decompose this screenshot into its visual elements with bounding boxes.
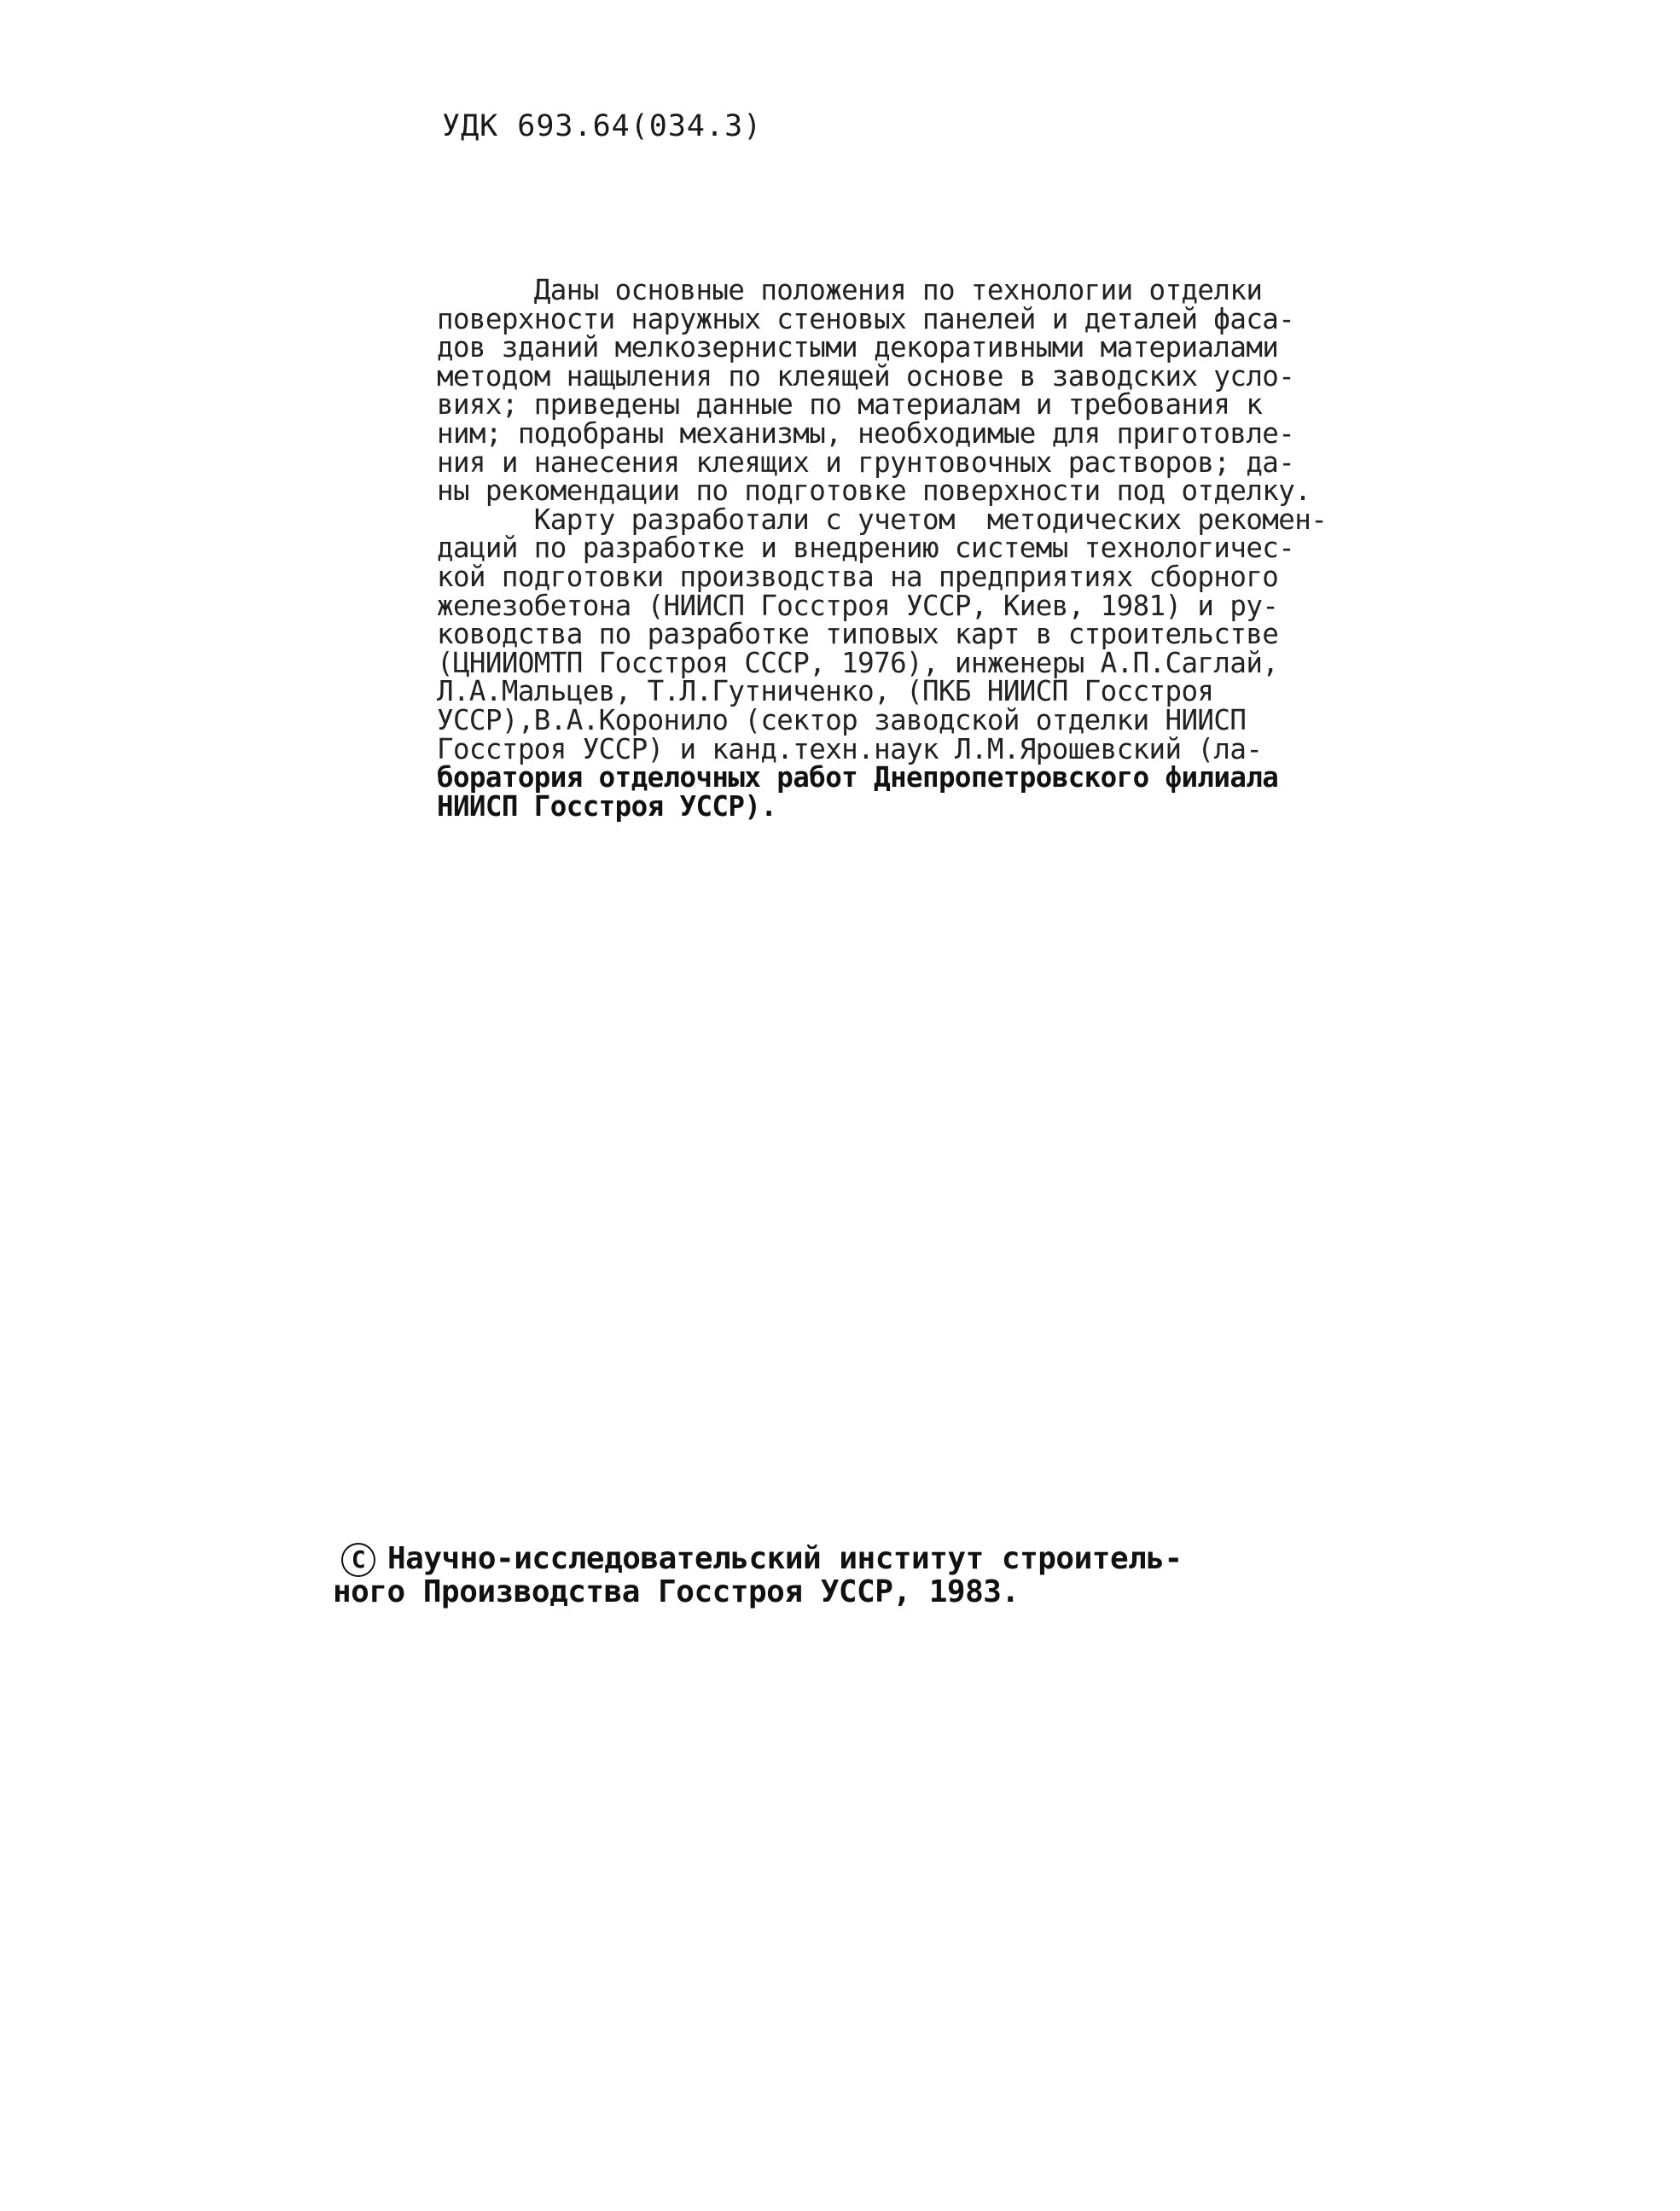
abstract-line: дов зданий мелкозернистыми декоративными материалами xyxy=(437,331,1279,364)
abstract-line: Даны основные положения по технологии отделки xyxy=(437,274,1263,306)
abstract-line: поверхности наружных стеновых панелей и деталей фаса- xyxy=(437,302,1295,335)
abstract-line: ния и нанесения клеящих и грунтовочных растворов; да- xyxy=(437,445,1295,479)
abstract-line: Карту разработали с учетом методических рекомен- xyxy=(437,503,1328,536)
abstract-line: (ЦНИИОМТП Госстроя СССР, 1976), инженеры А.П.Саглай, xyxy=(437,646,1279,679)
udc-code: УДК 693.64(034.3) xyxy=(442,109,763,143)
abstract-line: УССР),В.А.Коронило (сектор заводской отделки НИИСП xyxy=(437,703,1247,736)
abstract-line: Л.А.Мальцев, Т.Л.Гутниченко, (ПКБ НИИСП Госстроя xyxy=(437,675,1214,708)
abstract-line: ководства по разработке типовых карт в строительстве xyxy=(437,618,1279,651)
copyright-notice xyxy=(333,1541,1365,1609)
copyright-icon: C xyxy=(341,1543,375,1577)
copyright-line-1 xyxy=(341,1543,1365,1577)
copyright-text-2: ного Производства Госстроя УССР, 1983. xyxy=(333,1574,1020,1609)
abstract-line: кой подготовки производства на предприятиях сборного xyxy=(437,560,1279,593)
abstract-line: НИИСП Госстроя УССР). xyxy=(437,789,907,823)
abstract-text xyxy=(437,276,1384,821)
abstract-line: боратория отделочных работ Днепропетровского филиала xyxy=(437,761,1279,794)
copyright-text-1: Научно-исследовательский институт строитель- xyxy=(387,1541,1183,1576)
copyright-line-2 xyxy=(333,1574,1365,1609)
abstract-line: методом нащыления по клеящей основе в заводских усло- xyxy=(437,359,1295,393)
abstract-line: ним; подобраны механизмы, необходимые для приготовле- xyxy=(437,416,1295,450)
abstract-line: виях; приведены данные по материалам и требования к xyxy=(437,388,1263,422)
abstract-line: даций по разработке и внедрению системы технологичес- xyxy=(437,532,1295,565)
abstract-line: железобетона (НИИСП Госстроя УССР, Киев, 1981) и ру- xyxy=(437,589,1279,622)
abstract-line: Госстроя УССР) и канд.техн.наук Л.М.Ярошевский (ла- xyxy=(437,732,1263,765)
abstract-line: ны рекомендации по подготовке поверхности под отделку. xyxy=(437,474,1311,508)
